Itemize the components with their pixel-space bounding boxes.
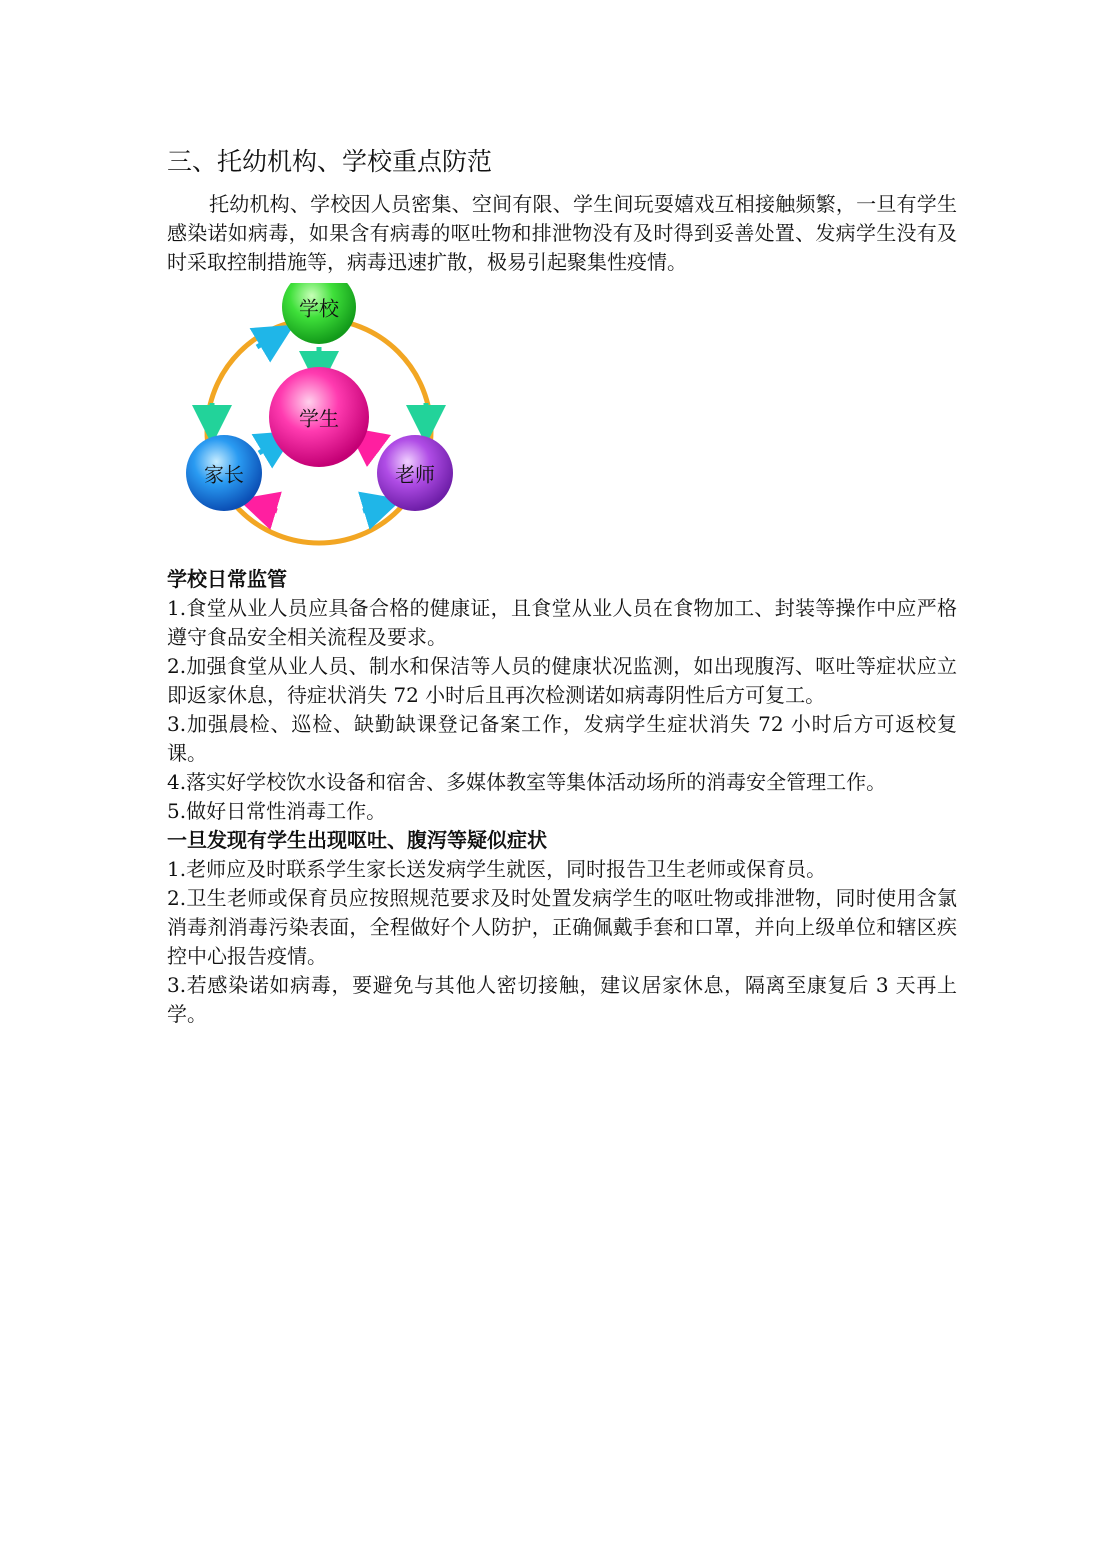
list-item: 2.卫生老师或保育员应按照规范要求及时处置发病学生的呕吐物或排泄物，同时使用含氯消毒剂消毒污染表面，全程做好个人防护，正确佩戴手套和口罩，并向上级单位和辖区疾控中心报告疫情。 — [167, 886, 957, 968]
list-item: 3.加强晨检、巡检、缺勤缺课登记备案工作，发病学生症状消失 72 小时后方可返校复课。 — [167, 712, 957, 765]
node-label-teacher: 老师 — [395, 462, 435, 487]
intro-paragraph: 托幼机构、学校因人员密集、空间有限、学生间玩耍嬉戏互相接触频繁，一旦有学生感染诺如病毒，如果含有病毒的呕吐物和排泄物没有及时得到妥善处置、发病学生没有及时采取控制措施等，病毒迅速扩散，极易引起聚集性疫情。 — [167, 192, 957, 274]
arrow-parent-to-teacher — [363, 505, 383, 511]
node-label-school: 学校 — [299, 296, 339, 321]
list-item: 1.食堂从业人员应具备合格的健康证，且食堂从业人员在食物加工、封装等操作中应严格遵守食品安全相关流程及要求。 — [167, 596, 957, 649]
node-label-student: 学生 — [299, 406, 339, 431]
list-item: 1.老师应及时联系学生家长送发病学生就医，同时报告卫生老师或保育员。 — [167, 857, 827, 881]
section-symptom-response — [167, 826, 957, 1029]
list-item: 4.落实好学校饮水设备和宿舍、多媒体教室等集体活动场所的消毒安全管理工作。 — [167, 770, 887, 794]
list-item: 3.若感染诺如病毒，要避免与其他人密切接触，建议居家休息，隔离至康复后 3 天再上学。 — [167, 973, 957, 1026]
arrow-teacher-to-student — [363, 439, 379, 451]
list-item: 2.加强食堂从业人员、制水和保洁等人员的健康状况监测，如出现腹泻、呕吐等症状应立即返家休息，待症状消失 72 小时后且再次检测诺如病毒阴性后方可复工。 — [167, 654, 957, 707]
list-item: 5.做好日常性消毒工作。 — [167, 799, 387, 823]
node-label-parent: 家长 — [204, 462, 244, 487]
section-daily-supervision — [167, 565, 957, 826]
document-page — [167, 140, 957, 1029]
arrow-parent-to-student — [259, 441, 279, 453]
section-heading: 三、托幼机构、学校重点防范 — [167, 147, 493, 176]
transmission-diagram — [167, 283, 467, 559]
section-title: 一旦发现有学生出现呕吐、腹泻等疑似症状 — [167, 828, 547, 852]
arrow-teacher-to-parent — [257, 505, 277, 511]
section-title: 学校日常监管 — [167, 567, 287, 591]
